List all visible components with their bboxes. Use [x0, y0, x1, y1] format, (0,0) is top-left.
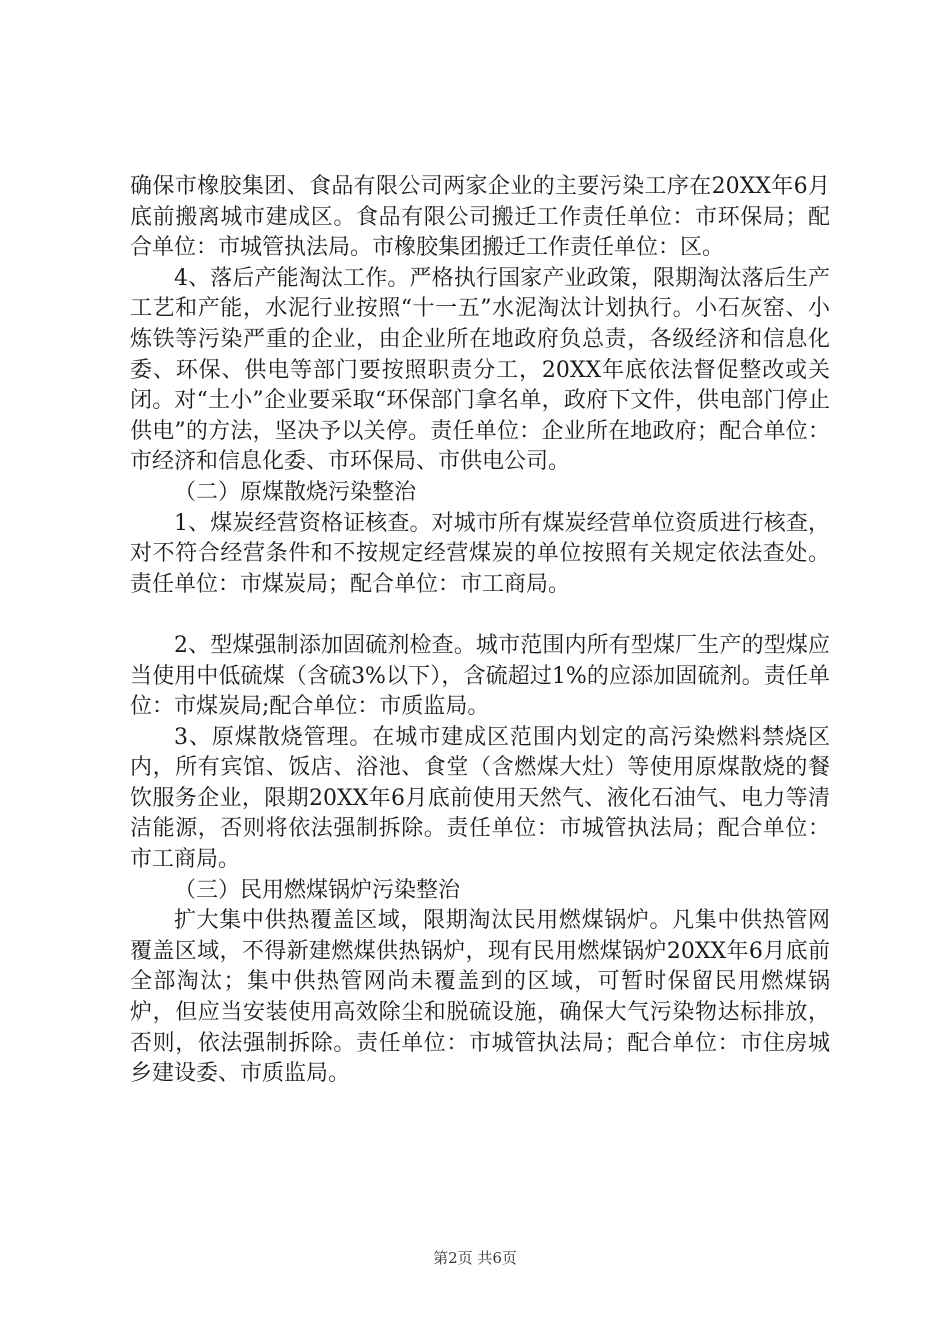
section-heading-boiler: （三）民用燃煤锅炉污染整治	[174, 877, 461, 903]
paragraph-briquette-sulfur: 2、型煤强制添加固硫剂检查。城市范围内所有型煤厂生产的型煤应当使用中低硫煤（含硫3%以下），含硫超过1%的应添加固硫剂。责任单位：市煤炭局;配合单位：市质监局。	[130, 632, 830, 720]
paragraph-coal-burning-management: 3、原煤散烧管理。在城市建成区范围内划定的高污染燃料禁烧区内，所有宾馆、饭店、浴池、食堂（含燃煤大灶）等使用原煤散烧的餐饮服务企业，限期20XX年6月底前使用天然气、液化石油气、电力等清洁能源，否则将依法强制拆除。责任单位：市城管执法局；配合单位：市工商局。	[130, 724, 830, 873]
paragraph-capacity-elimination: 4、落后产能淘汰工作。严格执行国家产业政策，限期淘汰落后生产工艺和产能，水泥行业按照“十一五”水泥淘汰计划执行。小石灰窑、小炼铁等污染严重的企业，由企业所在地政府负总责，各级经济和信息化委、环保、供电等部门要按照职责分工，20XX年底依法督促整改或关闭。对“土小”企业要采取“环保部门拿名单，政府下文件，供电部门停止供电”的方法，坚决予以关停。责任单位：企业所在地政府；配合单位：市经济和信息化委、市环保局、市供电公司。	[130, 265, 830, 475]
paragraph-relocation: 确保市橡胶集团、食品有限公司两家企业的主要污染工序在20XX年6月底前搬离城市建成区。食品有限公司搬迁工作责任单位：市环保局；配合单位：市城管执法局。市橡胶集团搬迁工作责任单位：区。	[130, 174, 830, 261]
document-body	[130, 172, 830, 1090]
section-heading-coal-burning: （二）原煤散烧污染整治	[174, 479, 417, 505]
paragraph-central-heating: 扩大集中供热覆盖区域，限期淘汰民用燃煤锅炉。凡集中供热管网覆盖区域，不得新建燃煤供热锅炉，现有民用燃煤锅炉20XX年6月底前全部淘汰；集中供热管网尚未覆盖到的区域，可暂时保留民用燃煤锅炉，但应当安装使用高效除尘和脱硫设施，确保大气污染物达标排放，否则，依法强制拆除。责任单位：市城管执法局；配合单位：市住房城乡建设委、市质监局。	[130, 908, 830, 1087]
blank-line	[130, 600, 830, 631]
page-number-footer: 第2页 共6页	[433, 1249, 517, 1267]
paragraph-coal-license-check: 1、煤炭经营资格证核查。对城市所有煤炭经营单位资质进行核查，对不符合经营条件和不按规定经营煤炭的单位按照有关规定依法查处。责任单位：市煤炭局；配合单位：市工商局。	[130, 510, 830, 597]
